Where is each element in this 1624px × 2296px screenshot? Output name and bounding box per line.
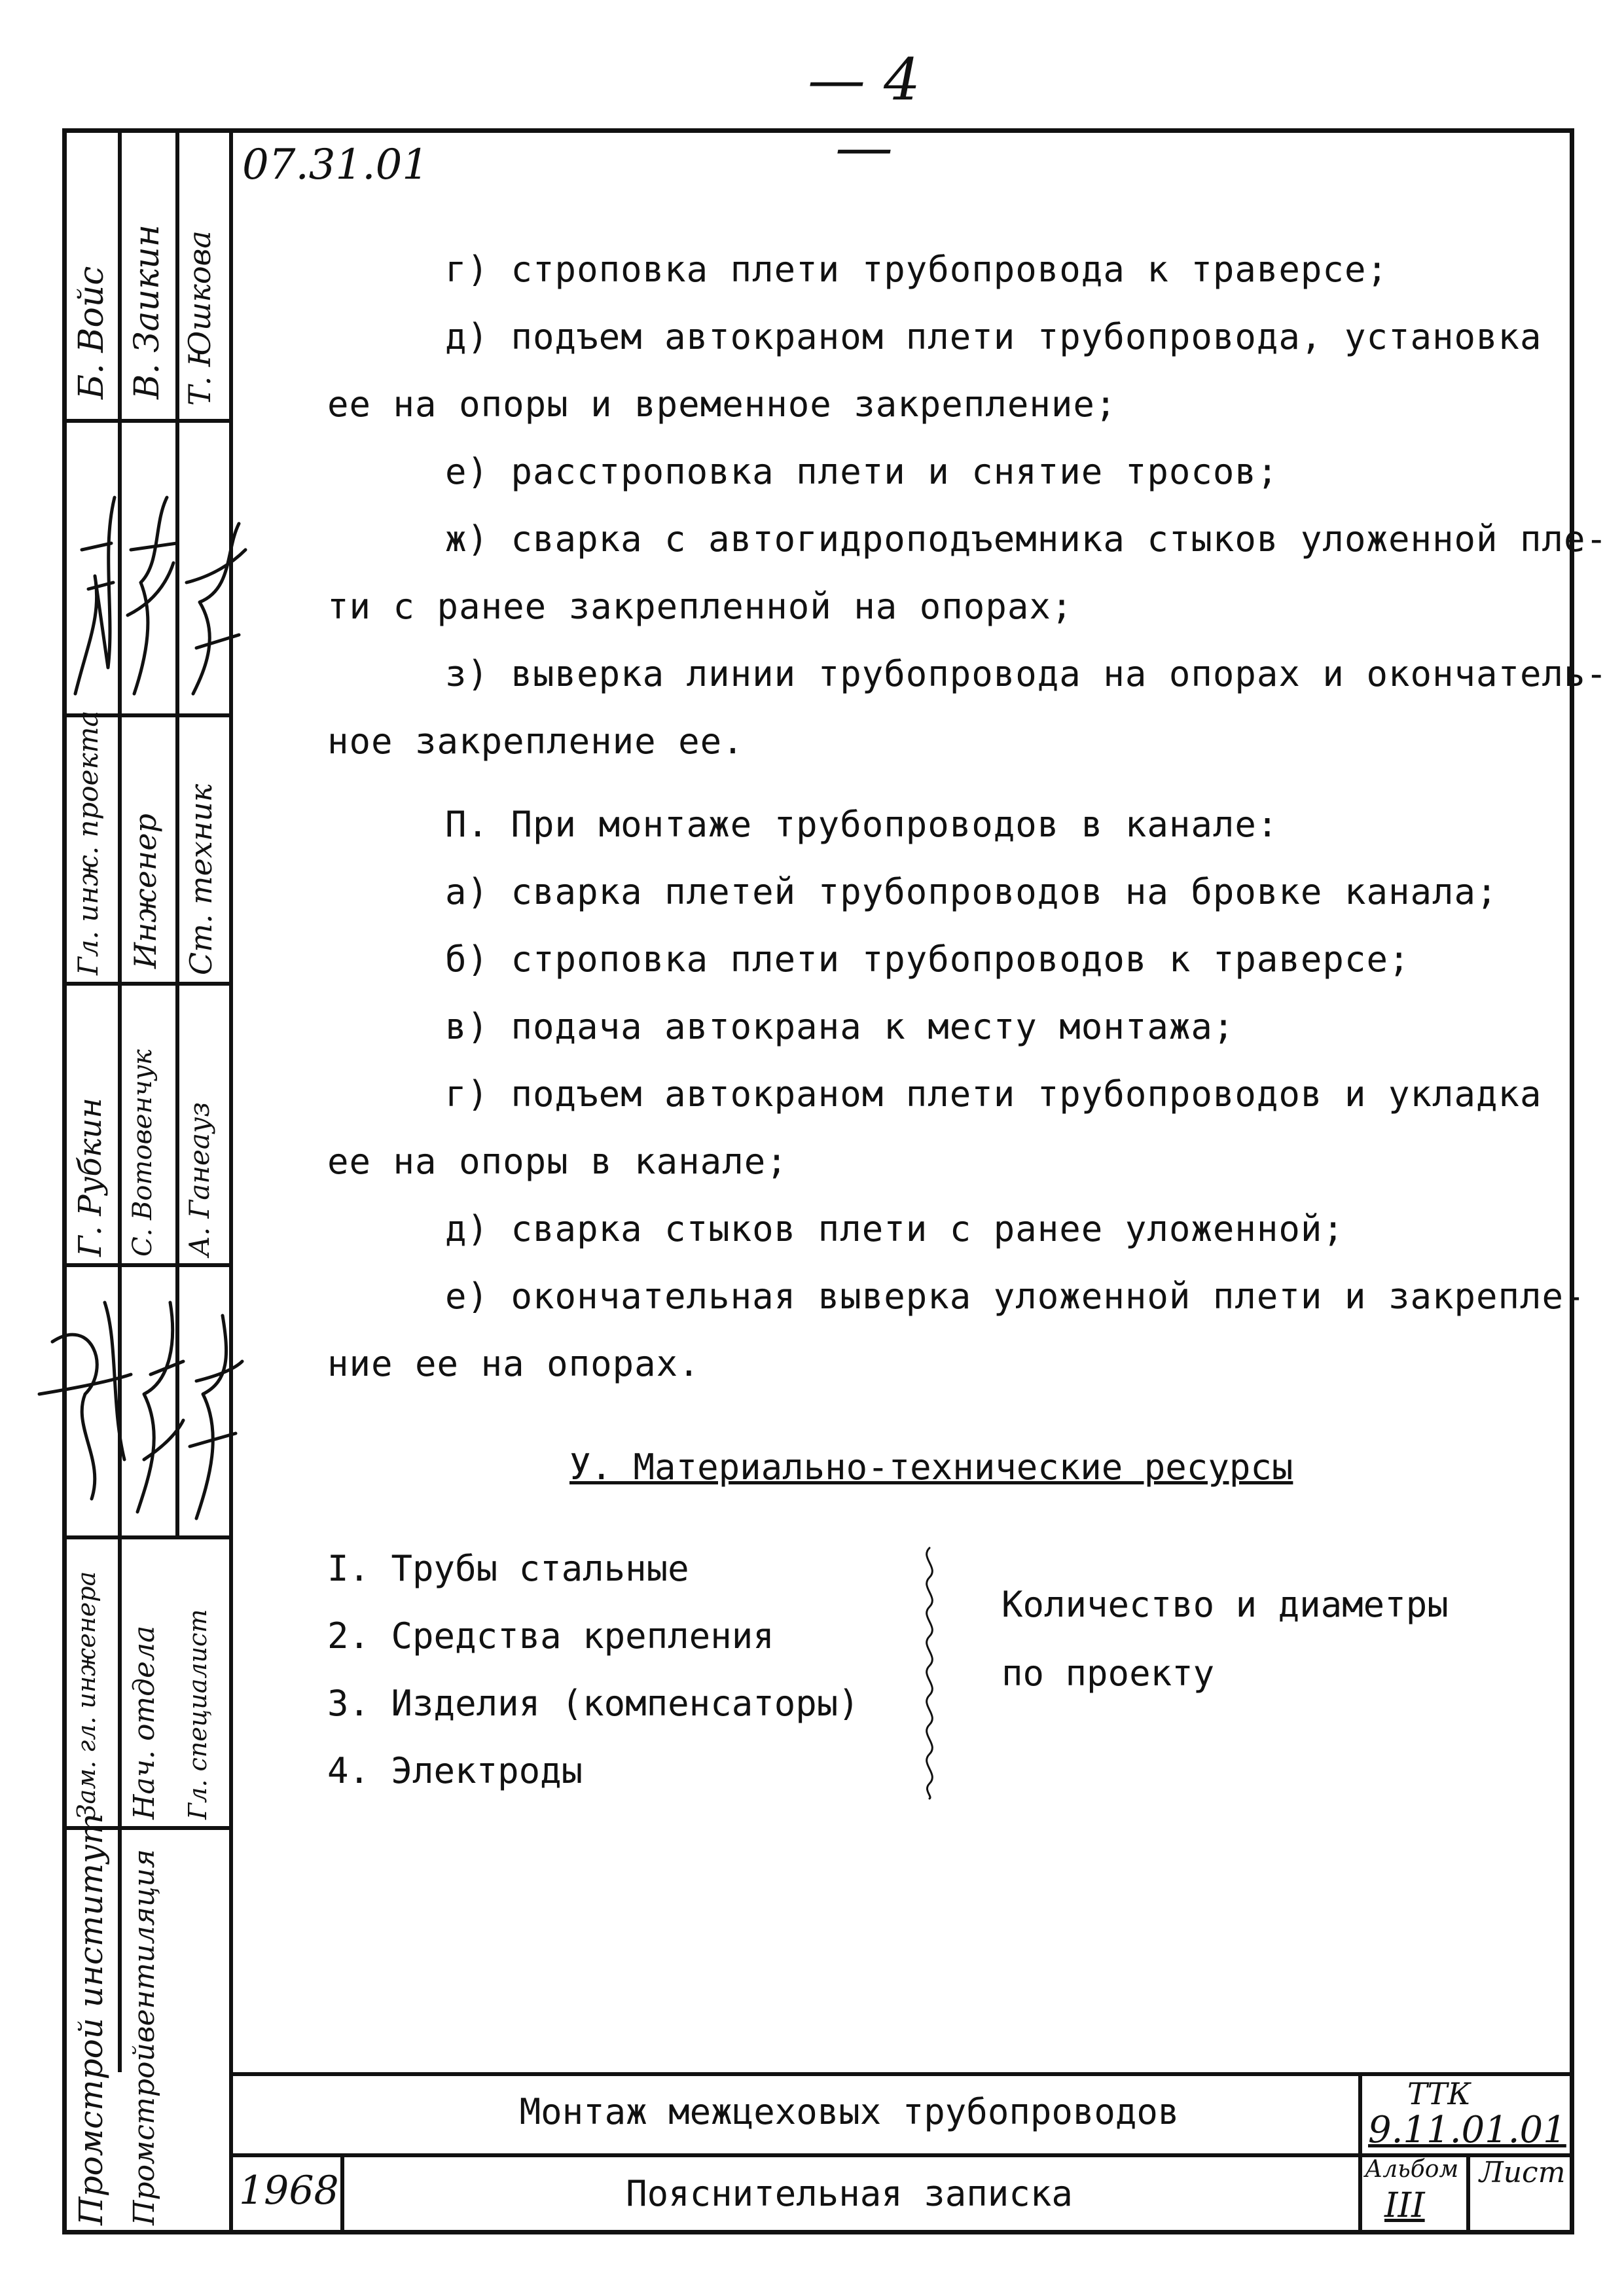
stamp-position-6: Гл. специалист — [183, 1609, 212, 1820]
document-subtitle: Пояснительная записка — [626, 2173, 1073, 2214]
stamp-organization-2: Промстройвентиляция — [128, 1849, 161, 2225]
stamp-organization-1: Промстрой институт — [72, 1813, 110, 2225]
text-line: ние ее на опорах. — [327, 1343, 700, 1384]
text-line: ее на опоры в канале; — [327, 1141, 788, 1182]
text-line: д) подъем автокраном плети трубопровода, установка — [445, 316, 1542, 357]
page-frame — [62, 128, 1574, 2234]
resource-note: Количество и диаметры — [1001, 1584, 1449, 1625]
text-line: б) строповка плети трубопроводов к траверсе; — [445, 939, 1411, 980]
title-block-divider-right — [1358, 2072, 1362, 2234]
section-title: У. Материально-технические ресурсы — [569, 1446, 1293, 1488]
text-line: в) подача автокрана к месту монтажа; — [445, 1006, 1235, 1047]
text-line: ное закрепление ее. — [327, 721, 744, 762]
text-line: з) выверка линии трубопровода на опорах и окончатель- — [445, 653, 1608, 694]
resource-item: I. Трубы стальные — [327, 1548, 689, 1589]
brace-divider — [916, 1545, 943, 1800]
text-line: г) строповка плети трубопровода к траверсе; — [445, 249, 1388, 290]
page-number: — 4 — — [808, 46, 920, 181]
side-row-divider-3 — [62, 982, 231, 986]
text-line: г) подъем автокраном плети трубопроводов и укладка — [445, 1073, 1542, 1115]
text-line: ж) сварка с автогидроподъемника стыков уложенной пле- — [445, 518, 1608, 560]
title-block-divider-sheet — [1466, 2153, 1470, 2234]
year: 1968 — [239, 2168, 339, 2214]
series-code: 9.11.01.01 — [1368, 2109, 1566, 2151]
resource-item: 3. Изделия (компенсаторы) — [327, 1683, 859, 1724]
sheet-label: Лист — [1479, 2156, 1566, 2189]
stamp-position-3: Ст. техник — [183, 783, 219, 975]
stamp-name-6: А. Ганеауз — [183, 1102, 215, 1257]
signatures-bottom — [13, 1263, 255, 1538]
stamp-name-5: С. Вотовенчук — [128, 1049, 158, 1257]
stamp-position-2: Инженер — [128, 814, 163, 969]
text-line: е) расстроповка плети и снятие тросов; — [445, 451, 1279, 492]
text-line: ее на опоры и временное закрепление; — [327, 384, 1117, 425]
album-value: III — [1384, 2186, 1425, 2225]
album-label: Альбом — [1365, 2156, 1459, 2183]
text-line: а) сварка плетей трубопроводов на бровке канала; — [445, 871, 1498, 912]
resource-item: 4. Электроды — [327, 1750, 583, 1791]
stamp-name-3: Т. Юшкова — [182, 230, 217, 406]
stamp-name-1: Б. Войс — [72, 266, 111, 399]
stamp-position-1: Гл. инж. проекта — [72, 710, 104, 975]
resource-note: по проекту — [1001, 1653, 1215, 1694]
document-title: Монтаж межцеховых трубопроводов — [519, 2091, 1180, 2132]
signatures-top — [62, 419, 252, 713]
text-line: П. При монтаже трубопроводов в канале: — [445, 804, 1279, 845]
resource-item: 2. Средства крепления — [327, 1615, 774, 1657]
text-line: е) окончательная выверка уложенной плети и закрепле- — [445, 1276, 1586, 1317]
stamp-position-4: Зам. гл. инженера — [72, 1571, 101, 1820]
stamp-position-5: Нач. отдела — [128, 1625, 161, 1820]
text-line: д) сварка стыков плети с ранее уложенной; — [445, 1208, 1344, 1249]
stamp-name-2: В. Заикин — [128, 224, 167, 399]
document-code: 07.31.01 — [242, 141, 429, 189]
stamp-name-4: Г. Рубкин — [72, 1098, 109, 1257]
series-label: ТТК — [1407, 2076, 1471, 2111]
text-line: ти с ранее закрепленной на опорах; — [327, 586, 1074, 627]
title-block-top-border — [229, 2072, 1574, 2076]
